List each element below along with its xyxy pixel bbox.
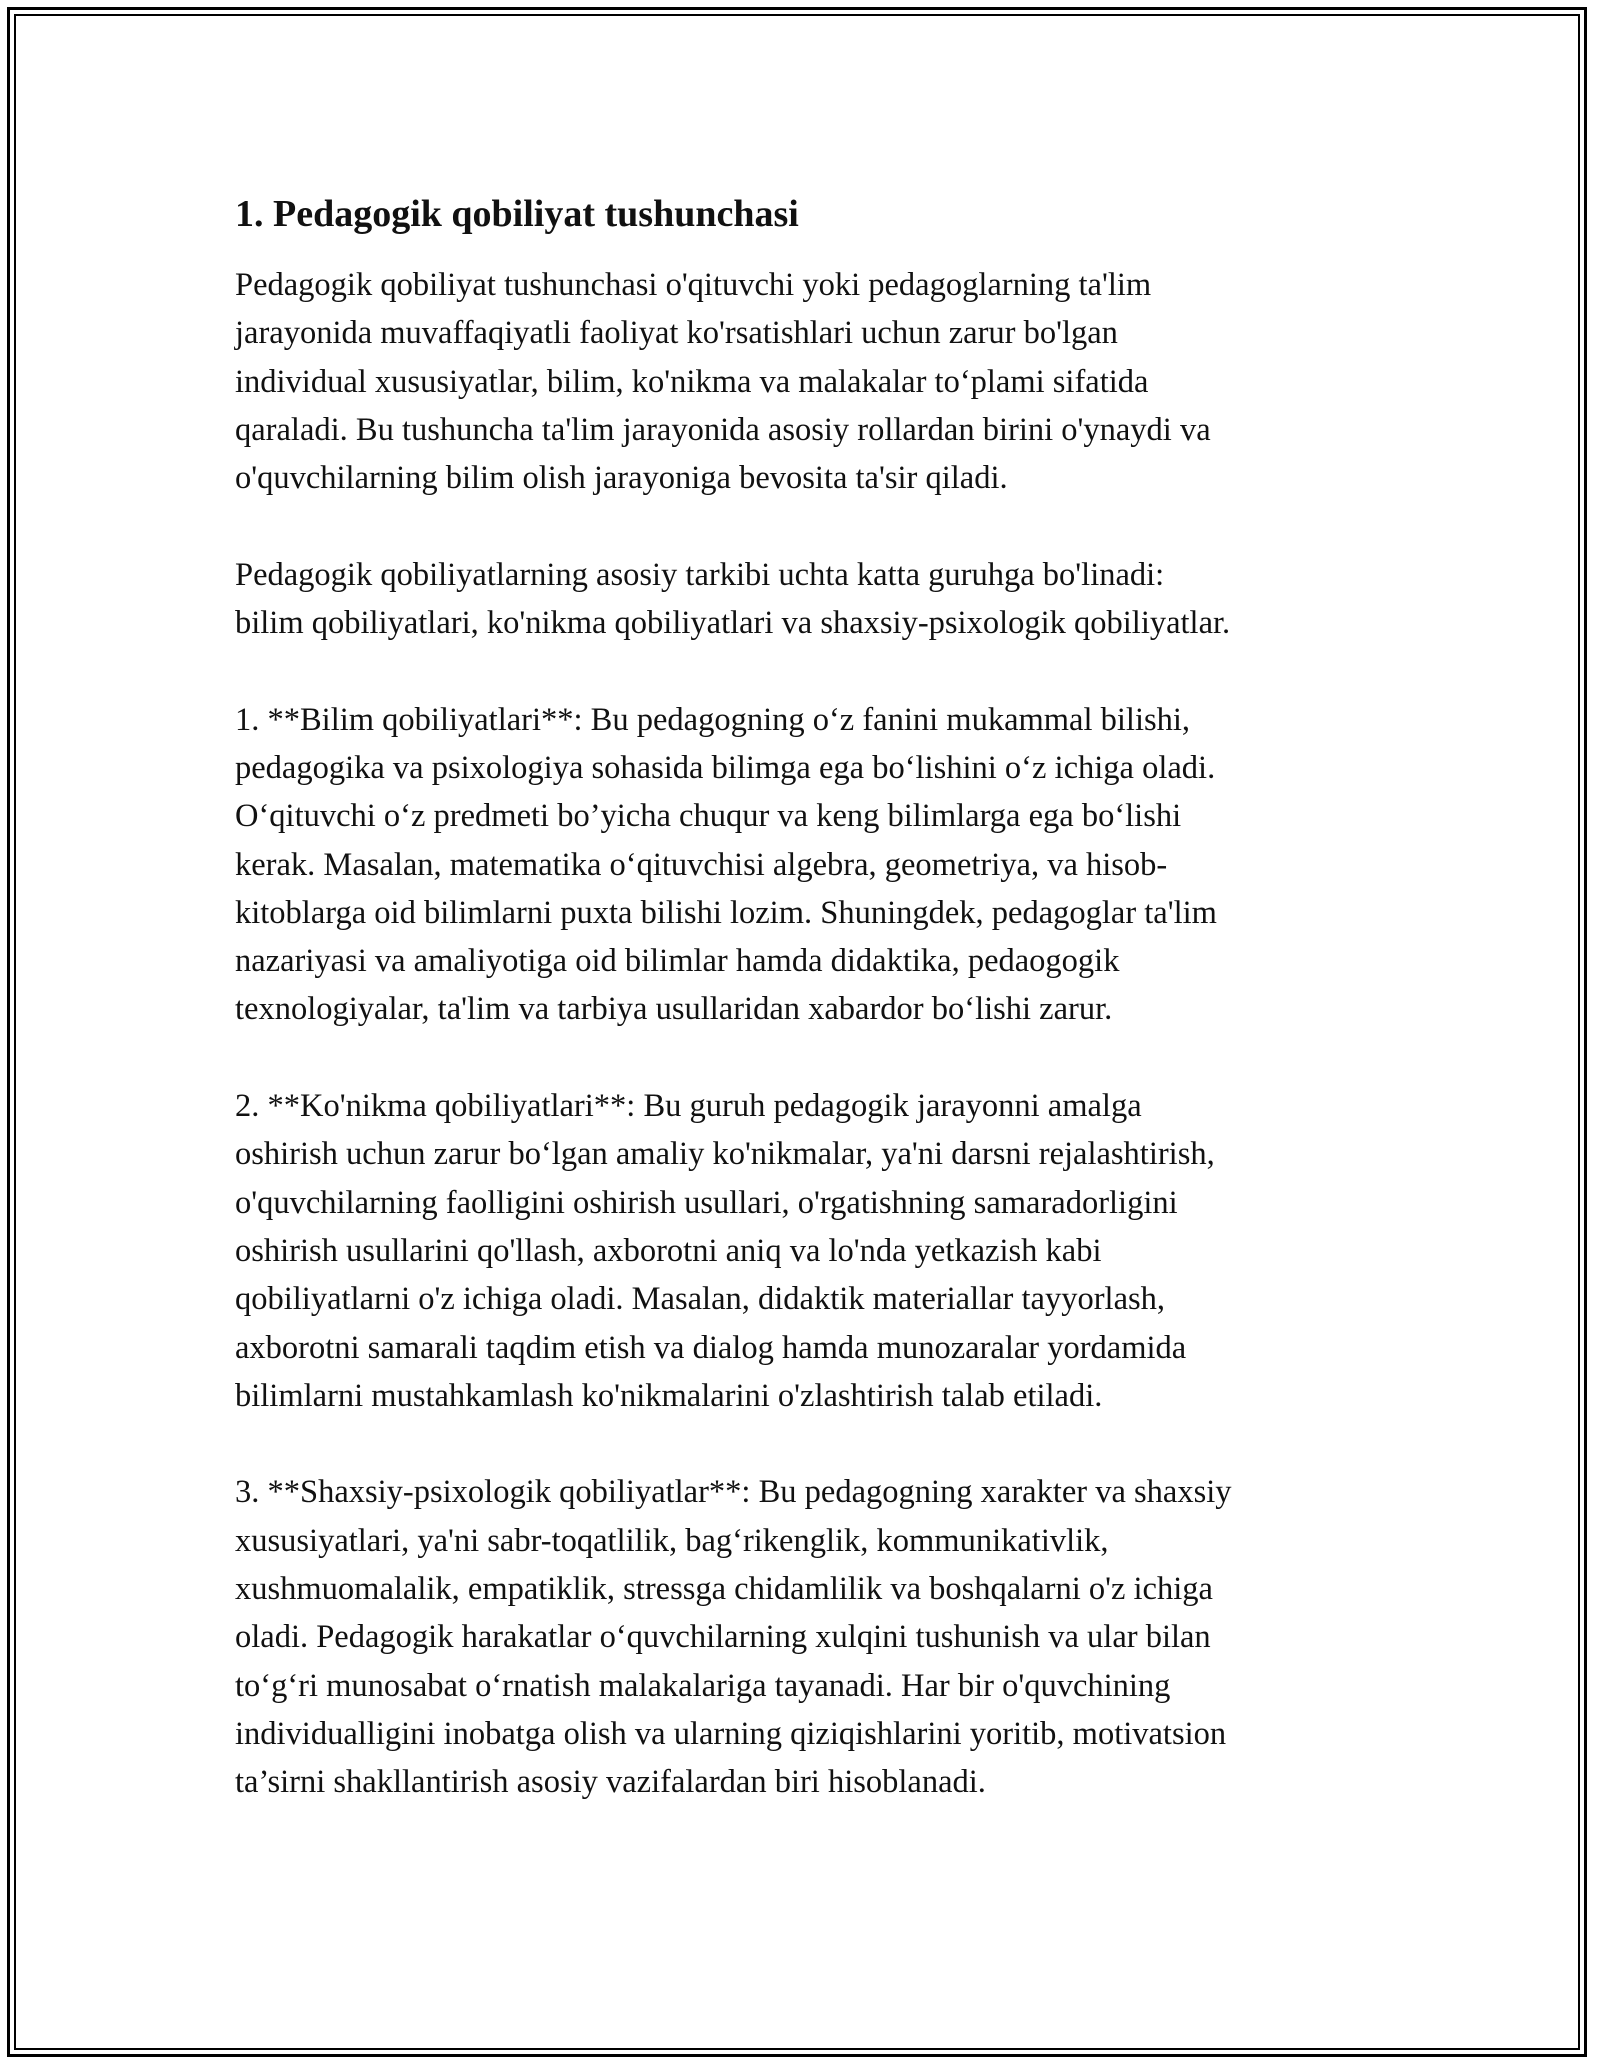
document-body bbox=[235, 188, 1385, 1807]
paragraph-skill-abilities: 2. **Ko'nikma qobiliyatlari**: Bu guruh pedagogik jarayonni amalga oshirish uchun zarur bo‘lgan amaliy ko'nikmalar, ya'ni darsni rejalashtirish, o'quvchilarning faolligini oshirish usullari, o'rgatishning samaradorligini oshirish usullarini qo'llash, axborotni aniq va lo'nda yetkazish kabi qobiliyatlarni o'z ichiga oladi. Masalan, didaktik materiallar tayyorlash, axborotni samarali taqdim etish va dialog hamda munozaralar yordamida bilimlarni mustahkamlash ko'nikmalarini o'zlashtirish talab etiladi. bbox=[235, 1088, 1215, 1414]
paragraph-structure: Pedagogik qobiliyatlarning asosiy tarkibi uchta katta guruhga bo'linadi: bilim qobiliyatlari, ko'nikma qobiliyatlari va shaxsiy-psixologik qobiliyatlar. bbox=[235, 556, 1231, 642]
paragraph-intro: Pedagogik qobiliyat tushunchasi o'qituvchi yoki pedagoglarning ta'lim jarayonida muvaffaqiyatli faoliyat ko'rsatishlari uchun zarur bo'lgan individual xususiyatlar, bilim, ko'nikma va malakalar to‘plami sifatida qaraladi. Bu tushuncha ta'lim jarayonida asosiy rollardan birini o'ynaydi va o'quvchilarning bilim olish jarayoniga bevosita ta'sir qiladi. bbox=[235, 267, 1211, 497]
paragraph-knowledge-abilities: 1. **Bilim qobiliyatlari**: Bu pedagogning o‘z fanini mukammal bilishi, pedagogika va psixologiya sohasida bilimga ega bo‘lishini o‘z ichiga oladi. O‘qituvchi o‘z predmeti bo’yicha chuqur va keng bilimlarga ega bo‘lishi kerak. Masalan, matematika o‘qituvchisi algebra, geometriya, va hisob- kitoblarga oid bilimlarni puxta bilishi lozim. Shuningdek, pedagoglar ta'lim nazariyasi va amaliyotiga oid bilimlar hamda didaktika, pedaogogik texnologiyalar, ta'lim va tarbiya usullaridan xabardor bo‘lishi zarur. bbox=[235, 701, 1217, 1028]
section-heading: 1. Pedagogik qobiliyat tushunchasi bbox=[235, 193, 799, 235]
paragraph-personal-abilities: 3. **Shaxsiy-psixologik qobiliyatlar**: Bu pedagogning xarakter va shaxsiy xususiyatlari, ya'ni sabr-toqatlilik, bag‘rikenglik, kommunikativlik, xushmuomalalik, empatiklik, stressga chidamlilik va boshqalarni o'z ichiga oladi. Pedagogik harakatlar o‘quvchilarning xulqini tushunish va ular bilan to‘g‘ri munosabat o‘rnatish malakalariga tayanadi. Har bir o'quvchining individualligini inobatga olish va ularning qiziqishlarini yoritib, motivatsion ta’sirni shakllantirish asosiy vazifalardan biri hisoblanadi. bbox=[235, 1474, 1232, 1801]
